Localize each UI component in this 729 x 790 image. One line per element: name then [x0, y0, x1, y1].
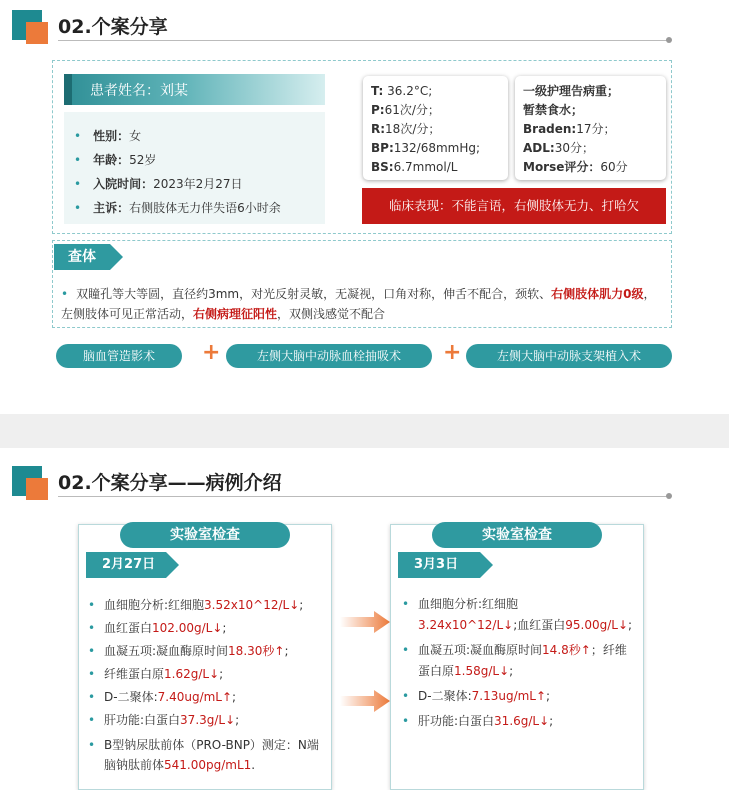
lab-ribbon-left: 实验室检查 — [120, 522, 290, 548]
vital-blood-pressure: BP:132/68mmHg; — [371, 141, 481, 155]
procedure-angiography: 脑血管造影术 — [56, 344, 182, 368]
slide-title: 02.个案分享 — [58, 16, 168, 38]
exam-text: • 双瞳孔等大等圆，直径约3mm，对光反射灵敏，无凝视，口角对称，伸舌不配合，颈软、右侧肢体肌力0级，左侧肢体可见正常活动，右侧病理征阳性，双侧浅感觉不配合 — [61, 287, 656, 321]
procedure-thrombectomy: 左侧大脑中动脉血栓抽吸术 — [226, 344, 432, 368]
title-line-dot — [666, 493, 672, 499]
lab-list-feb27 — [88, 594, 328, 775]
assessment-card — [515, 76, 666, 180]
vital-pulse: P:61次/分； — [371, 103, 440, 117]
morse-score: Morse评分：60分 — [523, 160, 628, 174]
detail-chief-complaint: • 主诉：右侧肢体无力伴失语6小时余 — [74, 196, 281, 220]
vital-signs-card — [363, 76, 508, 180]
date-tab-left: 2月27日 — [86, 552, 166, 578]
lab-item-hemoglobin: • 血红蛋白102.00g/L↓; — [88, 617, 328, 640]
patient-name-banner — [64, 74, 325, 105]
lab-item-d-dimer: • D-二聚体:7.40ug/mL↑; — [88, 686, 328, 709]
care-level: 一级护理告病重； — [523, 84, 620, 98]
patient-details-list — [74, 124, 281, 220]
plus-icon: + — [202, 340, 221, 365]
lab-item-nt-probnp: • B型钠尿肽前体（PRO-BNP）测定：N端脑钠肽前体541.00pg/mL1. — [88, 735, 328, 775]
lab-item-d-dimer: • D-二聚体:7.13ug/mL↑; — [402, 686, 634, 707]
exam-tab: 查体 — [54, 244, 110, 270]
title-underline — [58, 40, 668, 41]
title-line-dot — [666, 37, 672, 43]
lab-item-pt: • 血凝五项:凝血酶原时间18.30秒↑; — [88, 640, 328, 663]
vital-respiration: R:18次/分； — [371, 122, 441, 136]
lab-item-albumin: • 肝功能:白蛋白31.6g/L↓; — [402, 711, 634, 732]
vital-blood-sugar: BS:6.7mmol/L — [371, 160, 458, 174]
detail-age: • 年龄：52岁 — [74, 148, 281, 172]
procedure-stent: 左侧大脑中动脉支架植入术 — [466, 344, 672, 368]
slide-title: 02.个案分享——病例介绍 — [58, 472, 282, 494]
detail-admission-date: • 入院时间：2023年2月27日 — [74, 172, 281, 196]
arrow-right-icon — [340, 690, 390, 712]
title-underline — [58, 496, 668, 497]
arrow-right-icon — [340, 611, 390, 633]
lab-item-albumin: • 肝功能:白蛋白37.3g/L↓; — [88, 709, 328, 732]
lab-item-fibrinogen: • 纤维蛋白原1.62g/L↓; — [88, 663, 328, 686]
lab-ribbon-right: 实验室检查 — [432, 522, 602, 548]
fasting-order: 暂禁食水； — [523, 103, 584, 117]
clinical-manifestation: 临床表现：不能言语，右侧肢体无力、打哈欠 — [362, 188, 666, 224]
lab-item-rbc: • 血细胞分析:红细胞3.52x10^12/L↓; — [88, 594, 328, 617]
lab-list-mar3 — [402, 594, 634, 732]
adl-score: ADL:30分； — [523, 141, 594, 155]
patient-name: 患者姓名：刘某 — [90, 83, 188, 99]
braden-score: Braden:17分； — [523, 122, 616, 136]
plus-icon: + — [443, 340, 462, 365]
detail-gender: • 性别：女 — [74, 124, 281, 148]
lab-item-rbc-hemoglobin: • 血细胞分析:红细胞 3.24x10^12/L↓;血红蛋白95.00g/L↓; — [402, 594, 634, 636]
lab-item-pt-fibrinogen: • 血凝五项:凝血酶原时间14.8秒↑；纤维蛋白原1.58g/L↓; — [402, 640, 634, 682]
date-tab-right: 3月3日 — [398, 552, 480, 578]
vital-temperature: T: 36.2°C; — [371, 84, 433, 98]
